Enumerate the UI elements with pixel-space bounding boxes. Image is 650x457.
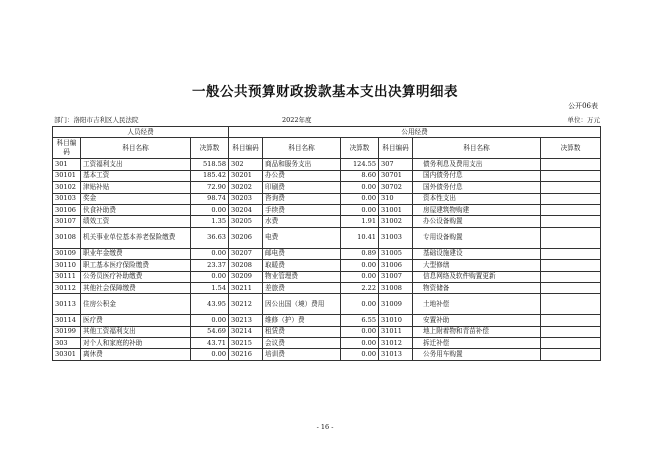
code-header: 科目编码 — [53, 138, 81, 159]
cell-amount: 36.63 — [191, 227, 229, 248]
cell-code: 31003 — [379, 227, 413, 248]
cell-name: 办公费 — [263, 170, 341, 181]
table-row — [53, 315, 601, 326]
cell-name: 医疗费 — [81, 315, 191, 326]
table-row — [53, 248, 601, 259]
cell-amount — [541, 182, 601, 193]
amount-header: 决算数 — [541, 138, 601, 159]
cell-code: 30101 — [53, 170, 81, 181]
cell-name: 土地补偿 — [413, 294, 541, 315]
cell-code: 301 — [53, 159, 81, 170]
cell-amount — [541, 271, 601, 282]
cell-amount: 0.00 — [341, 294, 379, 315]
cell-amount: 0.00 — [191, 204, 229, 215]
cell-code: 31001 — [379, 204, 413, 215]
cell-code: 30109 — [53, 248, 81, 259]
name-header: 科目名称 — [413, 138, 541, 159]
cell-amount — [541, 260, 601, 271]
amount-header: 决算数 — [191, 138, 229, 159]
cell-amount: 1.91 — [341, 216, 379, 227]
cell-name: 商品和服务支出 — [263, 159, 341, 170]
cell-name: 伙食补助费 — [81, 204, 191, 215]
cell-name: 国外债务付息 — [413, 182, 541, 193]
table-row — [53, 193, 601, 204]
cell-amount: 0.00 — [191, 349, 229, 360]
cell-code: 31005 — [379, 248, 413, 259]
cell-amount: 1.54 — [191, 282, 229, 293]
cell-code: 30110 — [53, 260, 81, 271]
cell-code: 30107 — [53, 216, 81, 227]
cell-code: 31008 — [379, 282, 413, 293]
table-row — [53, 338, 601, 349]
cell-name: 其他工资福利支出 — [81, 326, 191, 337]
cell-name: 咨询费 — [263, 193, 341, 204]
cell-code: 30207 — [229, 248, 263, 259]
cell-code: 30114 — [53, 315, 81, 326]
cell-name: 离休费 — [81, 349, 191, 360]
cell-amount — [541, 315, 601, 326]
cell-name: 培训费 — [263, 349, 341, 360]
cell-amount: 0.00 — [341, 182, 379, 193]
cell-name: 公务员医疗补助缴费 — [81, 271, 191, 282]
cell-code: 30102 — [53, 182, 81, 193]
cell-name: 水费 — [263, 216, 341, 227]
cell-name: 机关事业单位基本养老保险缴费 — [81, 227, 191, 248]
table-group-header — [53, 127, 601, 138]
cell-code: 31002 — [379, 216, 413, 227]
cell-code: 30701 — [379, 170, 413, 181]
cell-name: 大型修缮 — [413, 260, 541, 271]
cell-code: 30113 — [53, 294, 81, 315]
cell-code: 30205 — [229, 216, 263, 227]
cell-code: 30211 — [229, 282, 263, 293]
name-header: 科目名称 — [263, 138, 341, 159]
cell-name: 其他社会保障缴费 — [81, 282, 191, 293]
cell-amount: 518.58 — [191, 159, 229, 170]
cell-name: 地上附着物和青苗补偿 — [413, 326, 541, 337]
cell-code: 31007 — [379, 271, 413, 282]
table-row — [53, 282, 601, 293]
cell-name: 基础设施建设 — [413, 248, 541, 259]
cell-amount: 10.41 — [341, 227, 379, 248]
table-column-header — [53, 138, 601, 159]
table-row — [53, 326, 601, 337]
cell-amount — [541, 170, 601, 181]
table-row — [53, 182, 601, 193]
cell-amount: 54.69 — [191, 326, 229, 337]
cell-amount: 185.42 — [191, 170, 229, 181]
cell-amount — [541, 248, 601, 259]
cell-amount — [541, 338, 601, 349]
cell-name: 邮电费 — [263, 248, 341, 259]
cell-name: 对个人和家庭的补助 — [81, 338, 191, 349]
cell-code: 31013 — [379, 349, 413, 360]
cell-name: 国内债务付息 — [413, 170, 541, 181]
cell-code: 30106 — [53, 204, 81, 215]
cell-name: 住房公积金 — [81, 294, 191, 315]
cell-name: 房屋建筑物购建 — [413, 204, 541, 215]
amount-header: 决算数 — [341, 138, 379, 159]
code-header: 科目编码 — [379, 138, 413, 159]
cell-name: 债务利息及费用支出 — [413, 159, 541, 170]
table-row — [53, 227, 601, 248]
cell-amount: 98.74 — [191, 193, 229, 204]
cell-amount — [541, 326, 601, 337]
cell-name: 差旅费 — [263, 282, 341, 293]
cell-code: 310 — [379, 193, 413, 204]
table-row — [53, 159, 601, 170]
cell-amount: 43.95 — [191, 294, 229, 315]
cell-amount — [541, 193, 601, 204]
cell-name: 维修（护）费 — [263, 315, 341, 326]
table-row — [53, 349, 601, 360]
cell-code: 30201 — [229, 170, 263, 181]
cell-amount: 72.90 — [191, 182, 229, 193]
page-title: 一般公共预算财政拨款基本支出决算明细表 — [192, 84, 458, 100]
cell-name: 安置补助 — [413, 315, 541, 326]
cell-amount — [541, 216, 601, 227]
form-number: 公开06表 — [568, 102, 598, 110]
cell-code: 31011 — [379, 326, 413, 337]
table-row — [53, 216, 601, 227]
cell-code: 30199 — [53, 326, 81, 337]
cell-amount: 0.00 — [191, 315, 229, 326]
unit-label: 单位：万元 — [567, 116, 600, 124]
cell-name: 因公出国（境）费用 — [263, 294, 341, 315]
cell-name: 公务用车购置 — [413, 349, 541, 360]
cell-code: 30215 — [229, 338, 263, 349]
cell-code: 30108 — [53, 227, 81, 248]
cell-amount: 6.55 — [341, 315, 379, 326]
cell-name: 手续费 — [263, 204, 341, 215]
cell-code: 30214 — [229, 326, 263, 337]
cell-amount — [541, 349, 601, 360]
cell-code: 30112 — [53, 282, 81, 293]
cell-amount: 0.00 — [341, 193, 379, 204]
cell-name: 拆迁补偿 — [413, 338, 541, 349]
cell-code: 307 — [379, 159, 413, 170]
cell-code: 30212 — [229, 294, 263, 315]
cell-name: 物资储备 — [413, 282, 541, 293]
name-header: 科目名称 — [81, 138, 191, 159]
cell-amount: 0.00 — [341, 349, 379, 360]
cell-amount: 0.00 — [191, 248, 229, 259]
table-row — [53, 294, 601, 315]
cell-amount: 0.00 — [341, 260, 379, 271]
cell-code: 30203 — [229, 193, 263, 204]
table-row — [53, 260, 601, 271]
cell-amount: 43.71 — [191, 338, 229, 349]
cell-amount: 0.00 — [341, 326, 379, 337]
department-label: 部门：洛阳市吉利区人民法院 — [54, 116, 139, 124]
cell-name: 会议费 — [263, 338, 341, 349]
cell-amount — [541, 294, 601, 315]
cell-code: 30213 — [229, 315, 263, 326]
cell-name: 信息网络及软件购置更新 — [413, 271, 541, 282]
cell-name: 职工基本医疗保险缴费 — [81, 260, 191, 271]
expenditure-table — [52, 126, 601, 361]
cell-amount: 124.55 — [341, 159, 379, 170]
cell-name: 职业年金缴费 — [81, 248, 191, 259]
table-row — [53, 170, 601, 181]
cell-amount — [541, 159, 601, 170]
table-row — [53, 204, 601, 215]
cell-name: 基本工资 — [81, 170, 191, 181]
cell-amount: 0.89 — [341, 248, 379, 259]
cell-code: 30202 — [229, 182, 263, 193]
cell-code: 31012 — [379, 338, 413, 349]
cell-name: 奖金 — [81, 193, 191, 204]
cell-name: 电费 — [263, 227, 341, 248]
cell-name: 工资福利支出 — [81, 159, 191, 170]
cell-code: 30206 — [229, 227, 263, 248]
cell-name: 租赁费 — [263, 326, 341, 337]
code-header: 科目编码 — [229, 138, 263, 159]
cell-code: 30103 — [53, 193, 81, 204]
cell-code: 30208 — [229, 260, 263, 271]
cell-code: 31006 — [379, 260, 413, 271]
cell-code: 30301 — [53, 349, 81, 360]
cell-code: 30204 — [229, 204, 263, 215]
cell-amount: 8.60 — [341, 170, 379, 181]
cell-name: 印刷费 — [263, 182, 341, 193]
cell-amount — [541, 204, 601, 215]
cell-amount — [541, 227, 601, 248]
cell-name: 物业管理费 — [263, 271, 341, 282]
cell-name: 资本性支出 — [413, 193, 541, 204]
year-label: 2022年度 — [282, 116, 312, 124]
cell-amount: 1.35 — [191, 216, 229, 227]
cell-name: 绩效工资 — [81, 216, 191, 227]
cell-amount: 2.22 — [341, 282, 379, 293]
cell-code: 30209 — [229, 271, 263, 282]
cell-code: 31009 — [379, 294, 413, 315]
cell-name: 津贴补贴 — [81, 182, 191, 193]
cell-amount: 0.00 — [191, 271, 229, 282]
cell-amount: 0.00 — [341, 271, 379, 282]
page-number: - 16 - — [316, 423, 334, 431]
cell-code: 30702 — [379, 182, 413, 193]
cell-amount: 0.00 — [341, 338, 379, 349]
cell-name: 专用设备购置 — [413, 227, 541, 248]
cell-code: 31010 — [379, 315, 413, 326]
cell-amount: 23.37 — [191, 260, 229, 271]
personnel-header: 人员经费 — [53, 127, 229, 138]
cell-code: 30111 — [53, 271, 81, 282]
cell-code: 302 — [229, 159, 263, 170]
cell-code: 30216 — [229, 349, 263, 360]
cell-amount — [541, 282, 601, 293]
table-row — [53, 271, 601, 282]
cell-name: 取暖费 — [263, 260, 341, 271]
cell-code: 303 — [53, 338, 81, 349]
cell-amount: 0.00 — [341, 204, 379, 215]
public-header: 公用经费 — [229, 127, 601, 138]
cell-name: 办公设备购置 — [413, 216, 541, 227]
